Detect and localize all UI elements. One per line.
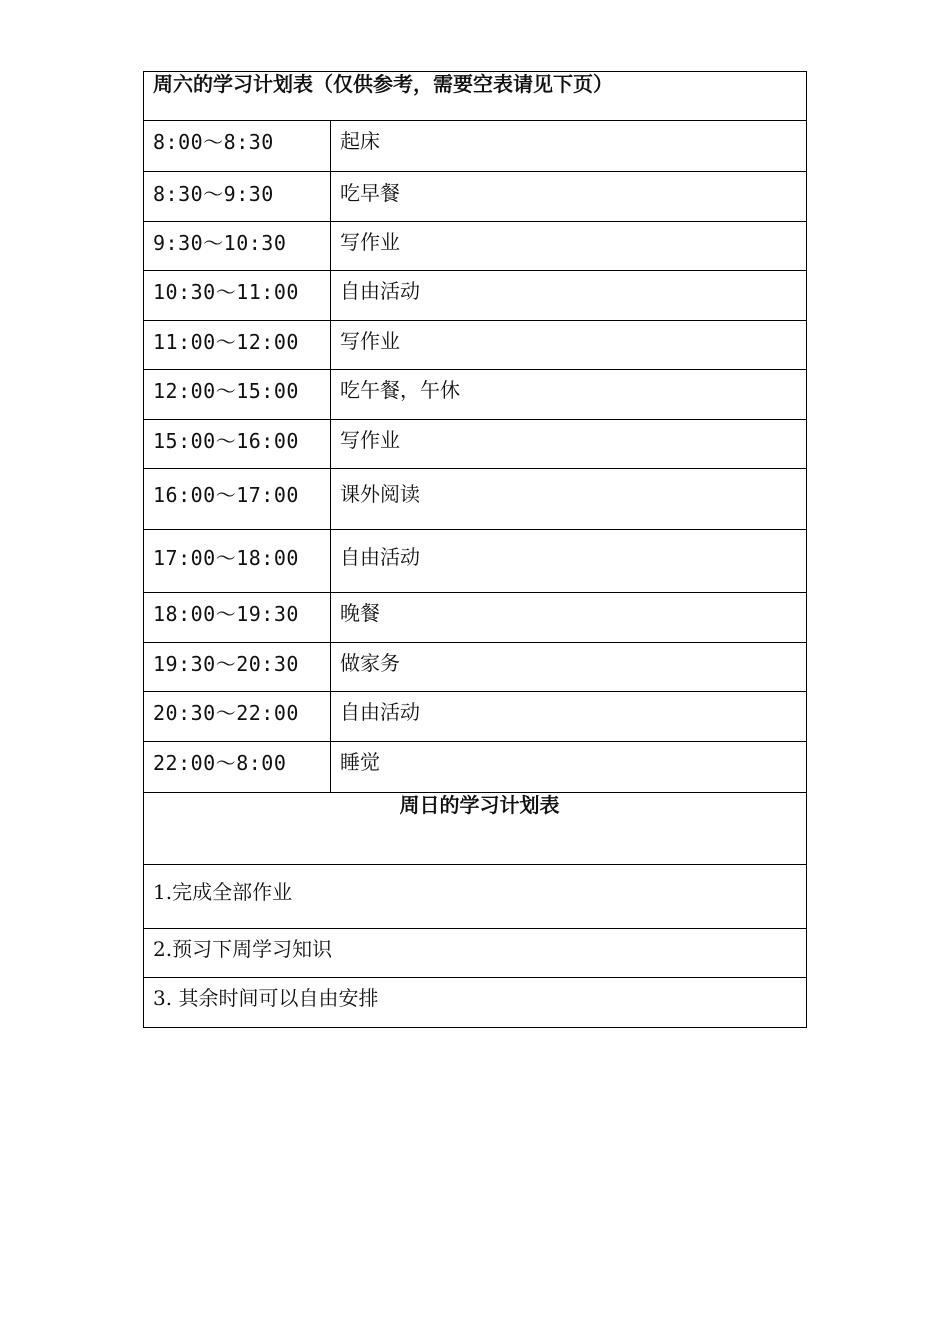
table-row bbox=[144, 643, 807, 692]
table-row bbox=[144, 172, 807, 222]
study-plan-table bbox=[143, 71, 807, 1028]
activity: 写作业 bbox=[331, 420, 807, 469]
time-slot: 12:00～15:00 bbox=[144, 370, 331, 420]
time-slot: 19:30～20:30 bbox=[144, 643, 331, 692]
time-slot: 22:00～8:00 bbox=[144, 742, 331, 793]
sunday-title: 周日的学习计划表 bbox=[144, 793, 807, 865]
activity: 自由活动 bbox=[331, 271, 807, 321]
sunday-item: 3. 其余时间可以自由安排 bbox=[144, 978, 807, 1028]
time-slot: 20:30～22:00 bbox=[144, 692, 331, 742]
saturday-title: 周六的学习计划表（仅供参考，需要空表请见下页） bbox=[144, 72, 807, 121]
activity: 晚餐 bbox=[331, 593, 807, 643]
list-item bbox=[144, 865, 807, 929]
table-row bbox=[144, 469, 807, 530]
time-slot: 9:30～10:30 bbox=[144, 222, 331, 271]
activity: 吃午餐，午休 bbox=[331, 370, 807, 420]
table-row bbox=[144, 420, 807, 469]
table-row bbox=[144, 742, 807, 793]
sunday-item: 1.完成全部作业 bbox=[144, 865, 807, 929]
table-row bbox=[144, 321, 807, 370]
list-item bbox=[144, 978, 807, 1028]
saturday-title-row bbox=[144, 72, 807, 121]
activity: 吃早餐 bbox=[331, 172, 807, 222]
time-slot: 16:00～17:00 bbox=[144, 469, 331, 530]
activity: 写作业 bbox=[331, 222, 807, 271]
activity: 课外阅读 bbox=[331, 469, 807, 530]
activity: 自由活动 bbox=[331, 530, 807, 593]
table-row bbox=[144, 271, 807, 321]
time-slot: 17:00～18:00 bbox=[144, 530, 331, 593]
table-row bbox=[144, 692, 807, 742]
time-slot: 10:30～11:00 bbox=[144, 271, 331, 321]
time-slot: 8:30～9:30 bbox=[144, 172, 331, 222]
table-row bbox=[144, 593, 807, 643]
table-row bbox=[144, 121, 807, 172]
time-slot: 15:00～16:00 bbox=[144, 420, 331, 469]
time-slot: 11:00～12:00 bbox=[144, 321, 331, 370]
activity: 写作业 bbox=[331, 321, 807, 370]
sunday-title-row bbox=[144, 793, 807, 865]
table-row bbox=[144, 370, 807, 420]
activity: 做家务 bbox=[331, 643, 807, 692]
activity: 起床 bbox=[331, 121, 807, 172]
sunday-item: 2.预习下周学习知识 bbox=[144, 929, 807, 978]
time-slot: 8:00～8:30 bbox=[144, 121, 331, 172]
table-row bbox=[144, 222, 807, 271]
list-item bbox=[144, 929, 807, 978]
table-row bbox=[144, 530, 807, 593]
activity: 自由活动 bbox=[331, 692, 807, 742]
activity: 睡觉 bbox=[331, 742, 807, 793]
time-slot: 18:00～19:30 bbox=[144, 593, 331, 643]
